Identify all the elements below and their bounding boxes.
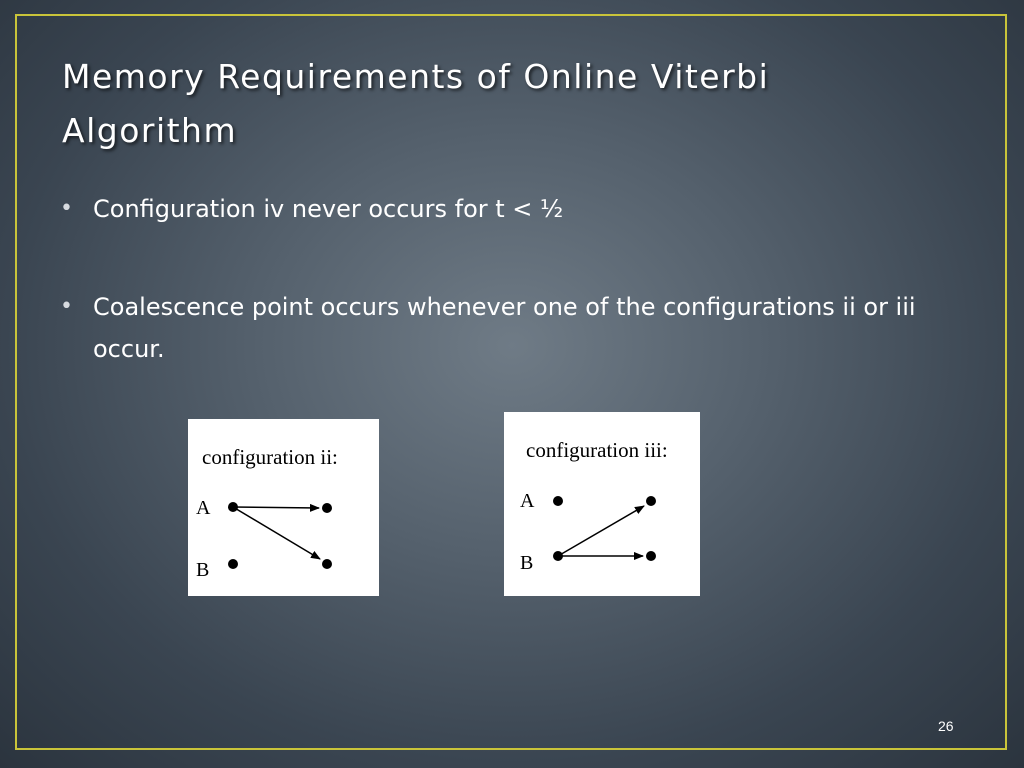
bullet-icon: • (60, 294, 73, 319)
node-b-right (322, 559, 332, 569)
page-number: 26 (938, 718, 954, 734)
configuration-ii-caption: configuration ii: (202, 445, 338, 469)
bullet-text: Configuration iv never occurs for t < ½ (93, 195, 564, 223)
state-b-label: B (520, 552, 534, 574)
bullet-text: Coalescence point occurs whenever one of the configurations ii or iii occur. (93, 293, 916, 363)
arrow-a-to-a (233, 507, 319, 508)
slide-title: Memory Requirements of Online Viterbi Algorithm (62, 57, 770, 150)
configuration-iii-caption: configuration iii: (526, 438, 668, 462)
node-b-left (228, 559, 238, 569)
bullet-list (58, 188, 958, 426)
state-a-label: A (196, 497, 211, 519)
node-a-right (322, 503, 332, 513)
state-a-label: A (520, 490, 535, 512)
bullet-icon: • (60, 196, 73, 221)
configuration-ii-figure (188, 419, 379, 596)
node-a-right (646, 496, 656, 506)
configuration-iii-diagram (504, 412, 700, 596)
state-b-label: B (196, 559, 210, 581)
bullet-item (58, 188, 958, 230)
configuration-ii-diagram (188, 419, 379, 596)
arrow-a-to-b (233, 507, 320, 559)
arrow-b-to-a (558, 506, 644, 556)
configuration-iii-figure (504, 412, 700, 596)
node-b-right (646, 551, 656, 561)
bullet-item (58, 286, 958, 370)
node-a-left (553, 496, 563, 506)
